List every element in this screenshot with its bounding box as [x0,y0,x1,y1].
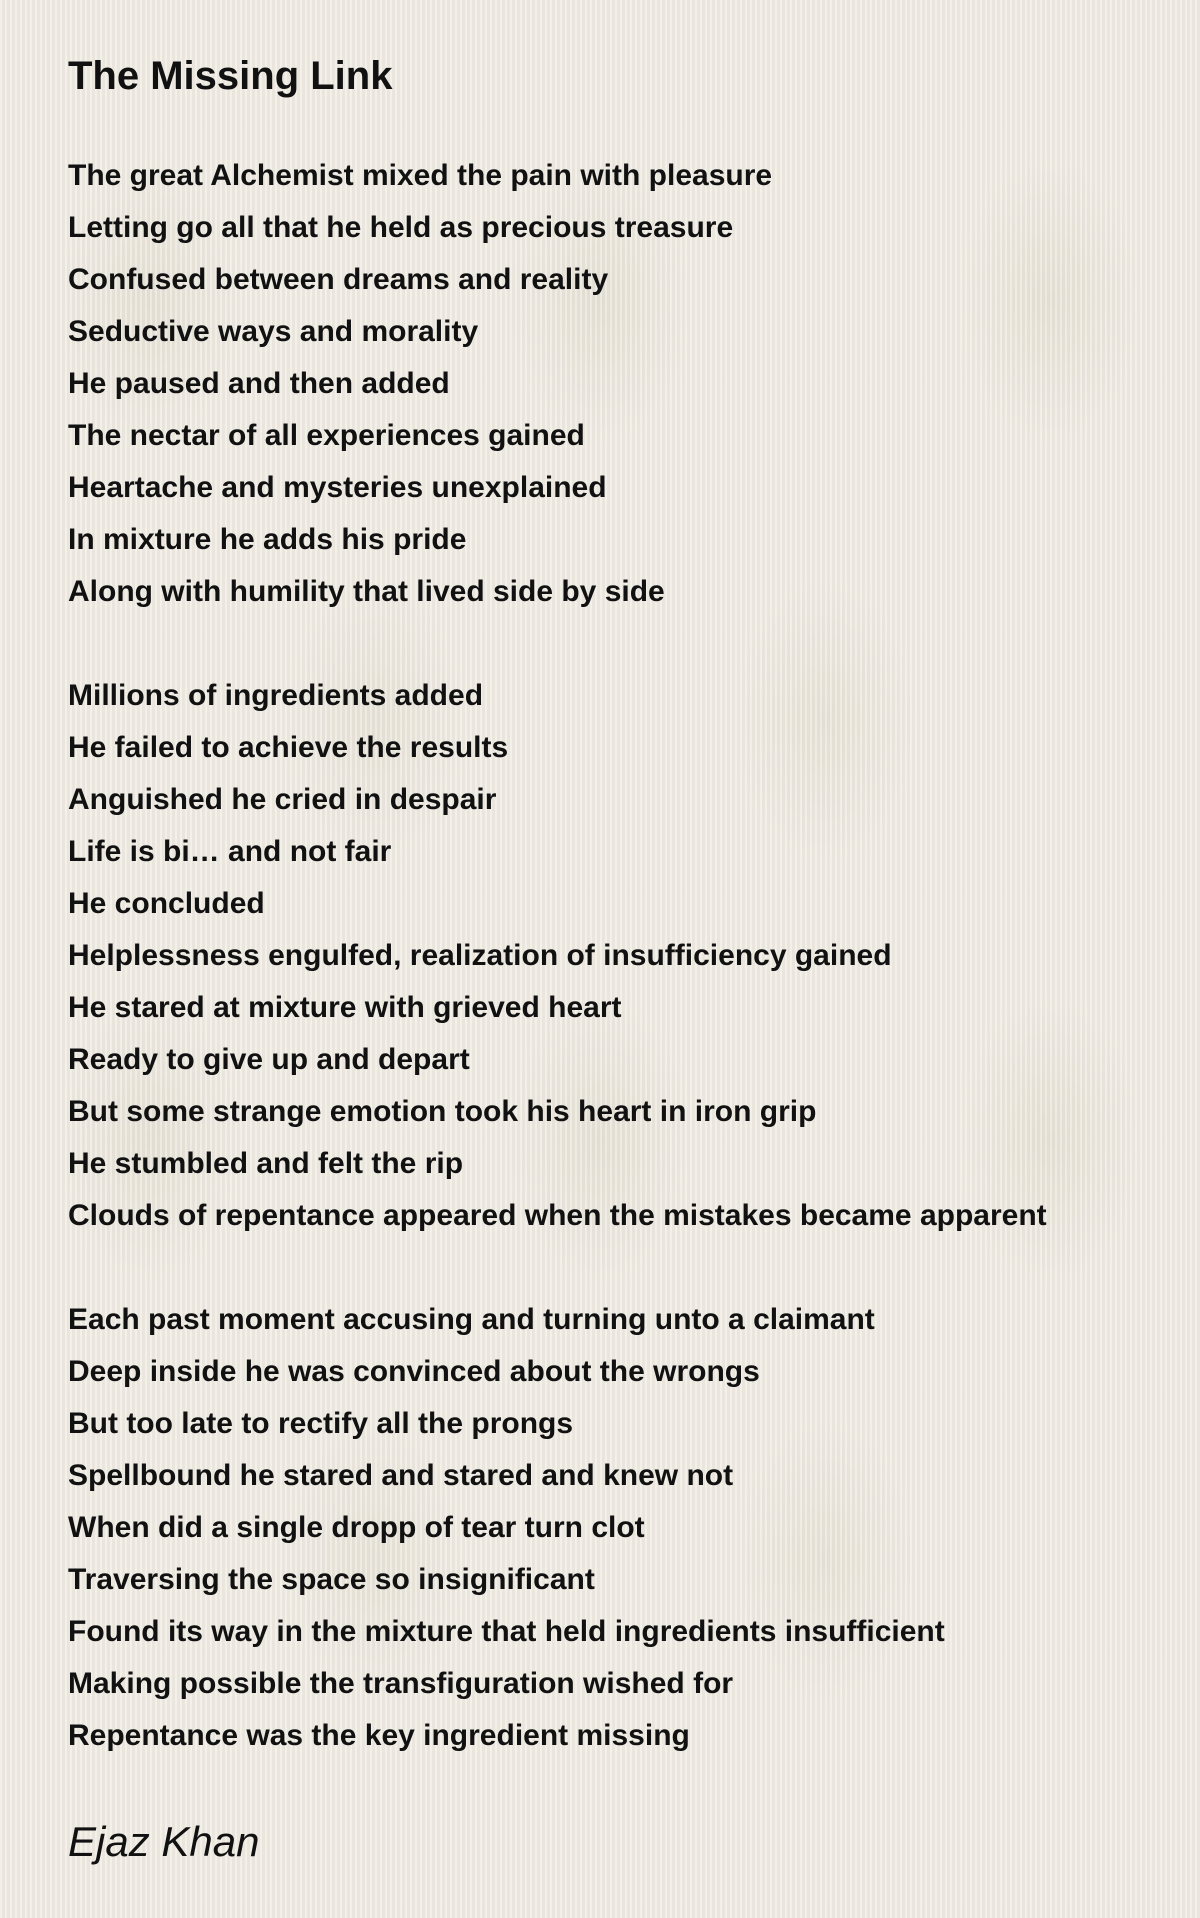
poem-line: He paused and then added [68,367,450,400]
poem-line: When did a single dropp of tear turn clot [68,1511,645,1544]
poem-title: The Missing Link [68,54,393,98]
poem-line: But too late to rectify all the prongs [68,1407,574,1440]
poem-line: He stumbled and felt the rip [68,1147,464,1180]
poem-line: Traversing the space so insignificant [68,1563,595,1596]
poem-line: He concluded [68,887,265,920]
poem-body [68,150,1168,1814]
poem-line: Helplessness engulfed, realization of insufficiency gained [68,939,892,972]
poem-line: Spellbound he stared and stared and knew not [68,1459,734,1492]
poem-author: Ejaz Khan [68,1818,260,1865]
poem-line: Repentance was the key ingredient missing [68,1719,690,1752]
poem-line: Along with humility that lived side by side [68,575,665,608]
poem-line: Heartache and mysteries unexplained [68,471,607,504]
poem-line: Clouds of repentance appeared when the mistakes became apparent [68,1199,1047,1232]
stanza-2 [68,670,1168,1242]
poem-line: The nectar of all experiences gained [68,419,585,452]
poem-line: Confused between dreams and reality [68,263,609,296]
poem-line: In mixture he adds his pride [68,523,467,556]
poem-line: Each past moment accusing and turning unto a claimant [68,1303,875,1336]
stanza-3 [68,1294,1168,1762]
poem-line: Found its way in the mixture that held ingredients insufficient [68,1615,945,1648]
stanza-1 [68,150,1168,618]
poem-line: The great Alchemist mixed the pain with pleasure [68,159,773,192]
poem-line: Letting go all that he held as precious treasure [68,211,734,244]
poem-line: Seductive ways and morality [68,315,479,348]
poem-line: Anguished he cried in despair [68,783,497,816]
poem-line: Millions of ingredients added [68,679,484,712]
poem-line: Ready to give up and depart [68,1043,470,1076]
poem-line: But some strange emotion took his heart in iron grip [68,1095,817,1128]
poem-line: He stared at mixture with grieved heart [68,991,622,1024]
poem-line: Life is bi… and not fair [68,835,392,868]
poem-line: Deep inside he was convinced about the wrongs [68,1355,760,1388]
poem-line: Making possible the transfiguration wished for [68,1667,734,1700]
poem-line: He failed to achieve the results [68,731,509,764]
